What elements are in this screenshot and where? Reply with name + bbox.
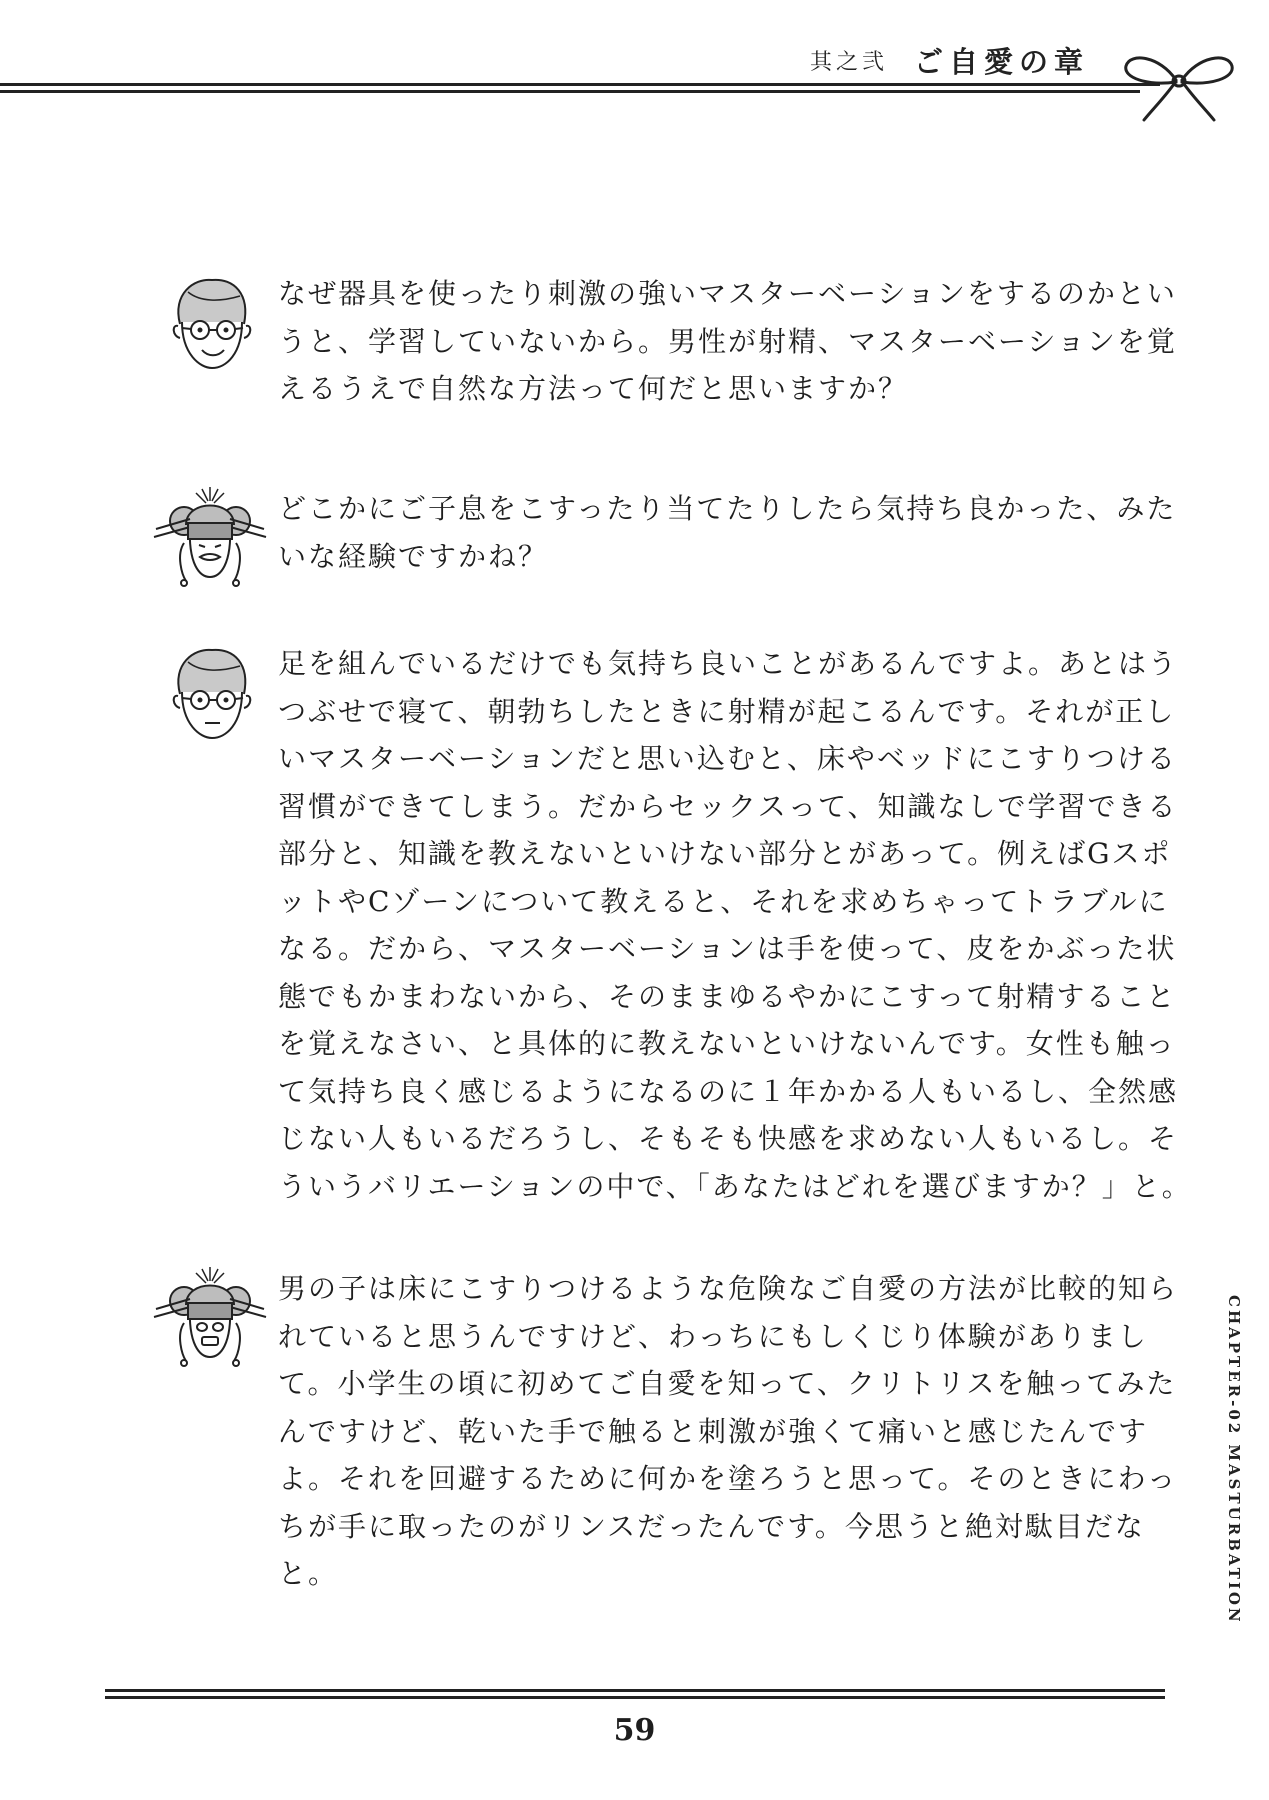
dialogue-text: 足を組んでいるだけでも気持ち良いことがあるんですよ。あとはうつぶせで寝て、朝勃ちしたときに射精が起こるんです。それが正しいマスターベーションだと思い込むと、床やベッドにこすりつける習慣ができてしまう。だからセックスって、知識なしで学習できる部分と、知識を教えないといけない部分とがあって。例えばGスポットやCゾーンについて教えると、それを求めちゃってトラブルになる。だから、マスターベーションは手を使って、皮をかぶった状態でもかまわないから、そのままゆるやかにこすって射精することを覚えなさい、と具体的に教えないといけないんです。女性も触って気持ち良く感じるようになるのに１年かかる人もいるし、全然感じない人もいるだろうし、そもそも快感を求めない人もいるし。そういうバリエーションの中で、「あなたはどれを選びますか？」と。 <box>278 647 1192 1203</box>
section-number: 其之弐 <box>810 49 889 75</box>
header-rule-bottom <box>0 90 1140 93</box>
dialogue-1 <box>150 270 1177 420</box>
dialogue-text: 男の子は床にこすりつけるような危険なご自愛の方法が比較的知られていると思うんですけど、わっちにもしくじり体験がありまして。小学生の頃に初めてご自愛を知って、クリトリスを触ってみたんですけど、乾いた手で触ると刺激が強くて痛いと感じたんですよ。それを回避するために何かを塗ろうと思って。そのときにわっちが手に取ったのがリンスだったんです。今思うと絶対駄目だなと。 <box>278 1272 1179 1590</box>
footer-rule-bottom <box>105 1696 1165 1699</box>
oiran-avatar-icon <box>150 485 270 589</box>
dialogue-4 <box>150 1265 1179 1590</box>
dialogue-text: どこかにご子息をこすったり当てたりしたら気持ち良かった、みたいな経験ですかね？ <box>278 492 1177 573</box>
header-rule-top <box>0 83 1160 86</box>
dialogue-3 <box>150 640 1192 1240</box>
chapter-title: ご自愛の章 <box>914 44 1090 79</box>
footer-rule-top <box>105 1689 1165 1692</box>
doctor-avatar-icon <box>150 640 270 744</box>
dialogue-text: なぜ器具を使ったり刺激の強いマスターベーションをするのかというと、学習していないから。男性が射精、マスターベーションを覚えるうえで自然な方法って何だと思いますか？ <box>278 277 1177 405</box>
running-header <box>810 40 1089 80</box>
doctor-avatar-icon <box>150 270 270 374</box>
chapter-side-label: CHAPTER-02 MASTURBATION <box>1225 1295 1243 1625</box>
page-number: 59 <box>613 1713 656 1748</box>
ribbon-bow-icon <box>1118 46 1240 124</box>
oiran-avatar-icon <box>150 1265 270 1369</box>
dialogue-2 <box>150 485 1177 585</box>
